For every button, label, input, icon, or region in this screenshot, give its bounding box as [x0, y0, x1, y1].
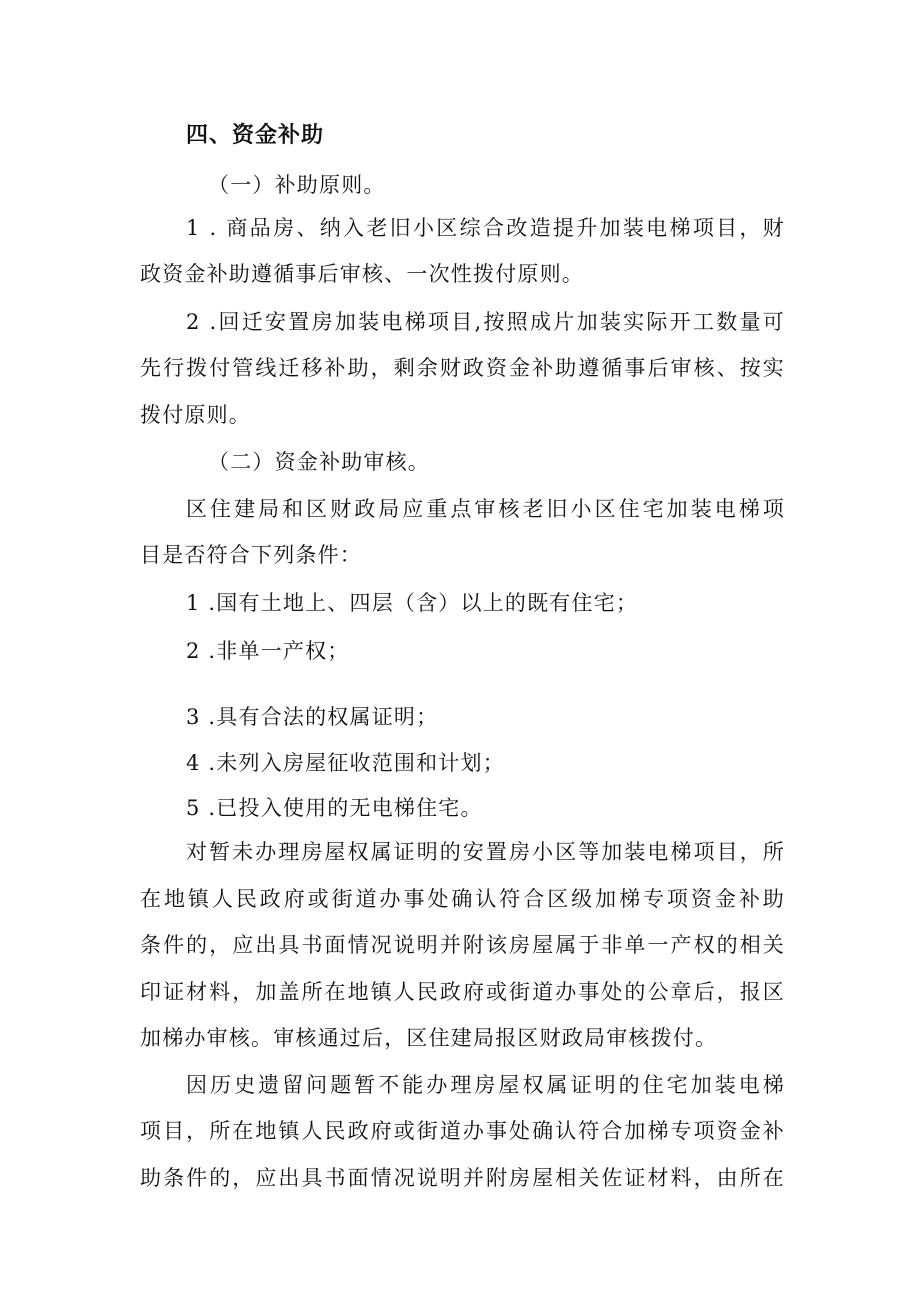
- condition-item: 2 .非单一产权；: [186, 639, 350, 663]
- paragraph-line: 区住建局和区财政局应重点审核老旧小区住宅加装电梯项: [186, 497, 785, 521]
- paragraph-line: 项目，所在地镇人民政府或街道办事处确认符合加梯专项资金补: [140, 1119, 785, 1143]
- paragraph-line: 先行拨付管线迁移补助，剩余财政资金补助遵循事后审核、按实: [140, 356, 785, 380]
- paragraph-line: 2 .回迁安置房加装电梯项目,按照成片加装实际开工数量可: [186, 310, 785, 334]
- paragraph-line: 对暂未办理房屋权属证明的安置房小区等加装电梯项目，所: [186, 840, 785, 864]
- paragraph-line: 印证材料，加盖所在地镇人民政府或街道办事处的公章后，报区: [140, 980, 785, 1004]
- paragraph-line: 在地镇人民政府或街道办事处确认符合区级加梯专项资金补助: [140, 887, 785, 911]
- section-heading: 四、资金补助: [186, 123, 325, 148]
- condition-item: 4 .未列入房屋征收范围和计划；: [186, 751, 505, 775]
- paragraph-line: 条件的，应出具书面情况说明并附该房屋属于非单一产权的相关: [140, 933, 785, 957]
- subsection-title-review: （二）资金补助审核。: [208, 450, 430, 474]
- paragraph-line: 政资金补助遵循事后审核、一次性拨付原则。: [140, 262, 584, 286]
- subsection-title-principles: （一）补助原则。: [208, 173, 386, 197]
- paragraph-line: 助条件的，应出具书面情况说明并附房屋相关佐证材料，由所在: [140, 1166, 785, 1190]
- paragraph-line: 1 . 商品房、纳入老旧小区综合改造提升加装电梯项目，财: [186, 216, 785, 240]
- condition-item: 3 .具有合法的权属证明；: [186, 705, 439, 729]
- paragraph-line: 加梯办审核。审核通过后，区住建局报区财政局审核拨付。: [140, 1026, 718, 1050]
- condition-item: 1 .国有土地上、四层（含）以上的既有住宅；: [186, 591, 639, 615]
- condition-item: 5 .已投入使用的无电梯住宅。: [186, 796, 483, 820]
- paragraph-line: 因历史遗留问题暂不能办理房屋权属证明的住宅加装电梯: [186, 1073, 785, 1097]
- paragraph-line: 拨付原则。: [140, 403, 251, 427]
- paragraph-line: 目是否符合下列条件：: [140, 543, 362, 567]
